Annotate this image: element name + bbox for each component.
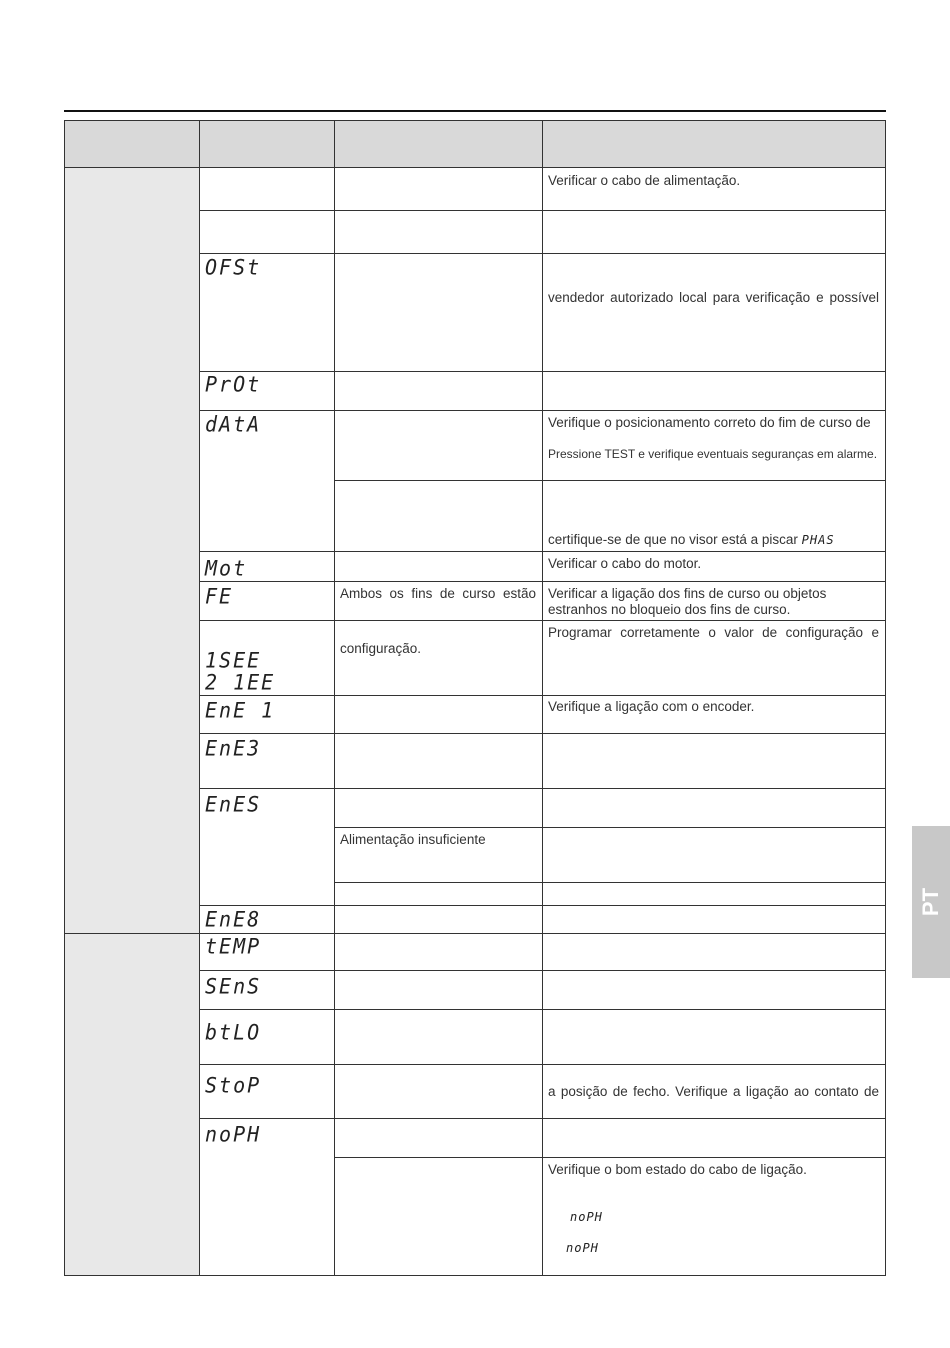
code-enes: EnES [205, 791, 262, 817]
header-cell-2 [199, 120, 335, 168]
code-stop: StoP [205, 1072, 262, 1098]
code-fe: FE [205, 583, 234, 609]
language-tab [912, 826, 950, 978]
top-rule [64, 110, 886, 112]
data-solution-text-3 [548, 532, 835, 548]
isee-solution-text: Programar corretamente o valor de configuração e [548, 625, 879, 640]
ene8-cause-cell [334, 905, 543, 934]
enes-solution-cell-1 [542, 788, 886, 828]
noph-cause-cell-2 [334, 1157, 543, 1276]
data-solution-text-2: Pressione TEST e verifique eventuais seguranças em alarme. [548, 447, 878, 461]
enes-cause-text: Alimentação insuficiente [340, 832, 486, 847]
sens-cause-cell [334, 970, 543, 1010]
row2-cause-cell [334, 210, 543, 254]
ofst-cause-cell [334, 253, 543, 372]
data-cause-cell-2 [334, 480, 543, 552]
stop-cause-cell [334, 1064, 543, 1119]
mot-cause-cell [334, 551, 543, 582]
enes-cause-cell-3 [334, 882, 543, 906]
ofst-solution-cell [542, 253, 886, 372]
fe-cause-text: Ambos os fins de curso estão [340, 586, 536, 601]
header-cell-3 [334, 120, 543, 168]
btlo-cause-cell [334, 1009, 543, 1065]
code-temp: tEMP [205, 933, 262, 959]
group-cell-2 [64, 933, 200, 1276]
fe-solution-text-2: estranhos no bloqueio dos fins de curso. [548, 602, 791, 617]
row2-code-cell [199, 210, 335, 254]
ene3-solution-cell [542, 733, 886, 789]
noph-solution-cell-1 [542, 1118, 886, 1158]
fe-solution-text-1: Verificar a ligação dos fins de curso ou objetos [548, 586, 827, 601]
row1-cause-cell [334, 167, 543, 211]
noph-cause-cell-1 [334, 1118, 543, 1158]
code-mot: Mot [205, 555, 248, 581]
prot-solution-cell [542, 371, 886, 411]
enes-solution-cell-3 [542, 882, 886, 906]
isee-cause-cell [334, 620, 543, 696]
row1-code-cell [199, 167, 335, 211]
ene1-solution-text: Verifique a ligação com o encoder. [548, 699, 755, 714]
language-tab-label: PT [918, 887, 943, 917]
row1-solution-text: Verificar o cabo de alimentação. [548, 173, 741, 188]
mot-solution-text: Verificar o cabo do motor. [548, 556, 702, 571]
ene3-cause-cell [334, 733, 543, 789]
enes-cause-cell-1 [334, 788, 543, 828]
code-data: dAtA [205, 411, 262, 437]
sens-solution-cell [542, 970, 886, 1010]
stop-solution-text: a posição de fecho. Verifique a ligação ao contato de [548, 1084, 879, 1099]
code-sens: SEnS [205, 973, 262, 999]
temp-solution-cell [542, 933, 886, 971]
ene8-solution-cell [542, 905, 886, 934]
code-1see: 1SEE [205, 647, 262, 673]
noph-code-b: noPH [566, 1241, 599, 1255]
btlo-solution-cell [542, 1009, 886, 1065]
noph-solution-text-1: Verifique o bom estado do cabo de ligação. [548, 1162, 807, 1177]
code-ene8: EnE8 [205, 906, 262, 932]
code-2-1ee: 2 1EE [205, 669, 276, 695]
code-ene-1: EnE 1 [205, 697, 276, 723]
code-ene3: EnE3 [205, 735, 262, 761]
data-solution-text-3-prefix: certifique-se de que no visor está a piscar [548, 532, 798, 547]
data-cause-cell-1 [334, 410, 543, 481]
temp-cause-cell [334, 933, 543, 971]
isee-cause-text: configuração. [340, 641, 422, 656]
group-cell-1 [64, 167, 200, 934]
code-ofst: OFSt [205, 254, 262, 280]
data-solution-text-1: Verifique o posicionamento correto do fim de curso de [548, 415, 871, 430]
header-cell-1 [64, 120, 200, 168]
header-cell-4 [542, 120, 886, 168]
enes-solution-cell-2 [542, 827, 886, 883]
code-noph: noPH [205, 1121, 262, 1147]
code-prot: PrOt [205, 371, 262, 397]
code-btlo: btLO [205, 1019, 262, 1045]
troubleshooting-table [64, 120, 886, 1276]
phas-code: PHAS [801, 533, 835, 547]
noph-code-a: noPH [570, 1210, 603, 1224]
ofst-solution-text: vendedor autorizado local para verificação e possível [548, 290, 879, 305]
ene1-cause-cell [334, 695, 543, 734]
prot-cause-cell [334, 371, 543, 411]
row2-solution-cell [542, 210, 886, 254]
